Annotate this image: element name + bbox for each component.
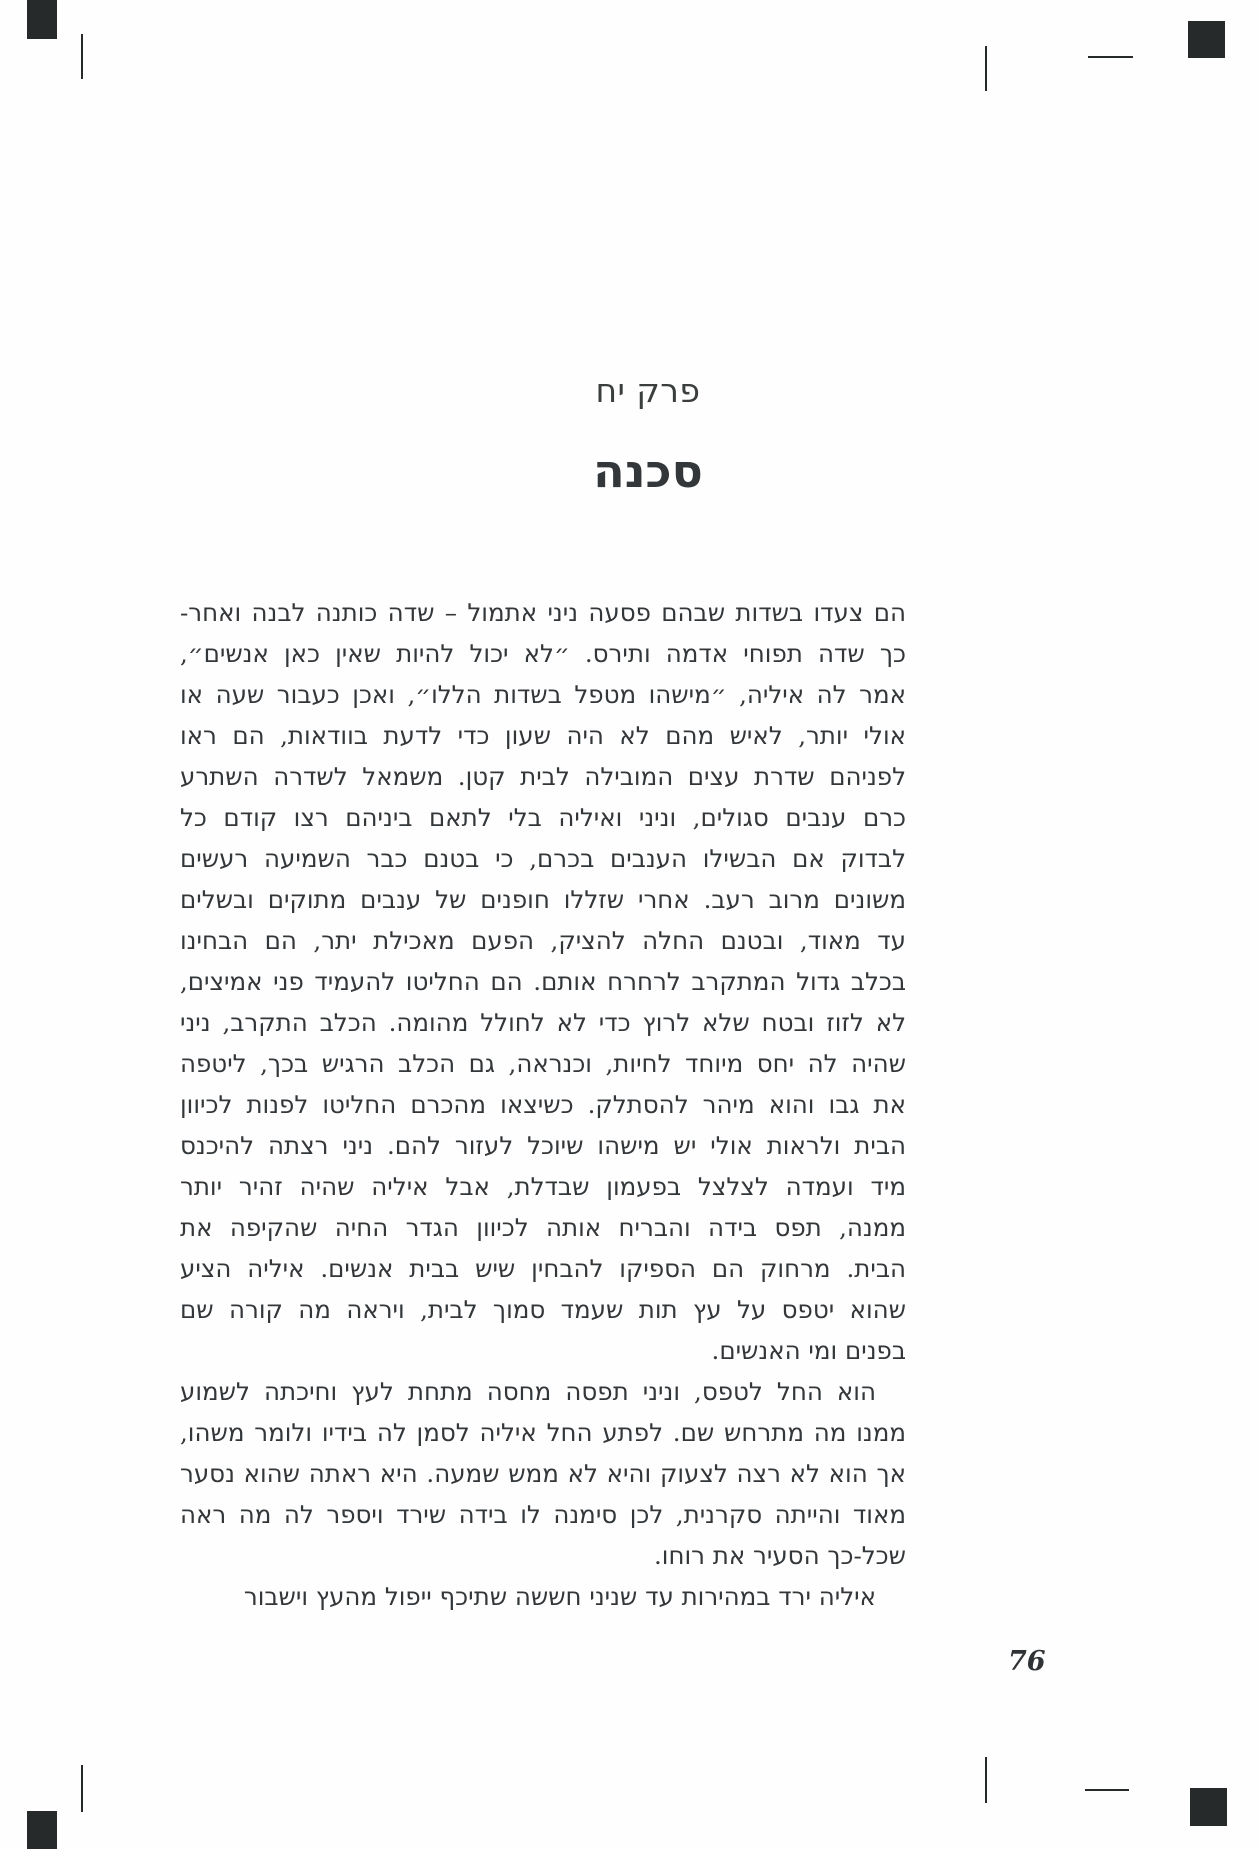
- text-line: לפניהם שדרת עצים המובילה לבית קטן. משמאל לשדרה השתרע: [180, 762, 906, 791]
- page-number: 76: [1008, 1646, 1046, 1677]
- text-line: הוא החל לטפס, וניני תפסה מחסה מתחת לעץ וחיכתה לשמוע: [180, 1377, 876, 1406]
- crop-mark-hline-top-right: [1088, 56, 1133, 58]
- text-line: הם צעדו בשדות שבהם פסעה ניני אתמול – שדה כותנה לבנה ואחר-: [180, 598, 906, 627]
- chapter-title: סכנה: [593, 444, 703, 498]
- crop-mark-square-top-left: [27, 0, 57, 39]
- text-line: לא לזוז ובטח שלא לרוץ כדי לא לחולל מהומה. הכלב התקרב, ניני: [180, 1008, 906, 1037]
- text-line: ממנה, תפס בידה והבריח אותה לכיוון הגדר החיה שהקיפה את: [180, 1213, 906, 1242]
- text-line: בכלב גדול המתקרב לרחרח אותם. הם החליטו להעמיד פני אמיצים,: [180, 967, 906, 996]
- crop-mark-vline-bottom-right: [985, 1757, 987, 1803]
- crop-mark-square-bottom-left: [27, 1811, 57, 1849]
- text-line: מאוד והייתה סקרנית, לכן סימנה לו בידה שירד ויספר לה מה ראה: [180, 1500, 906, 1529]
- text-line: בפנים ומי האנשים.: [711, 1336, 906, 1365]
- crop-mark-line-bottom-left: [81, 1765, 83, 1812]
- text-line: אולי יותר, לאיש מהם לא היה שעון כדי לדעת בוודאות, הם ראו: [180, 721, 906, 750]
- text-line: ממנו מה מתרחש שם. לפתע החל איליה לסמן לה בידיו ולומר משהו,: [180, 1418, 906, 1447]
- chapter-label: פרק יח: [595, 371, 701, 410]
- text-line: הבית ולראות אולי יש מישהו שיוכל לעזור להם. ניני רצתה להיכנס: [180, 1131, 906, 1160]
- text-line: אמר לה איליה, ״מישהו מטפל בשדות הללו״, ואכן כעבור שעה או: [180, 680, 906, 709]
- text-line: עד מאוד, ובטנם החלה להציק, הפעם מאכילת יתר, הם הבחינו: [180, 926, 906, 955]
- text-line: את גבו והוא מיהר להסתלק. כשיצאו מהכרם החליטו לפנות לכיוון: [180, 1090, 906, 1119]
- text-line: שכל-כך הסעיר את רוחו.: [654, 1541, 906, 1570]
- text-line: שהיה לה יחס מיוחד לחיות, וכנראה, גם הכלב הרגיש בכך, ליטפה: [180, 1049, 906, 1078]
- text-line: לבדוק אם הבשילו הענבים בכרם, כי בטנם כבר השמיעה רעשים: [180, 844, 906, 873]
- text-line: אך הוא לא רצה לצעוק והיא לא ממש שמעה. היא ראתה שהוא נסער: [180, 1459, 906, 1488]
- text-line: איליה ירד במהירות עד שניני חששה שתיכף ייפול מהעץ וישבור: [243, 1582, 876, 1611]
- text-line: משונים מרוב רעב. אחרי שזללו חופנים של ענבים מתוקים ובשלים: [180, 885, 906, 914]
- text-line: הבית. מרחוק הם הספיקו להבחין שיש בבית אנשים. איליה הציע: [180, 1254, 906, 1283]
- body-text: [180, 592, 906, 1617]
- text-line: מיד ועמדה לצלצל בפעמון שבדלת, אבל איליה שהיה זהיר יותר: [180, 1172, 906, 1201]
- text-line: כרם ענבים סגולים, וניני ואיליה בלי לתאם ביניהם רצו קודם כל: [180, 803, 906, 832]
- text-line: כך שדה תפוחי אדמה ותירס. ״לא יכול להיות שאין כאן אנשים״,: [180, 639, 906, 668]
- crop-mark-square-top-right: [1188, 21, 1225, 58]
- crop-mark-vline-top-right: [985, 46, 987, 91]
- crop-mark-square-bottom-right: [1190, 1788, 1227, 1826]
- crop-mark-line-top-left: [81, 34, 83, 79]
- crop-mark-hline-bottom-right: [1085, 1789, 1129, 1791]
- text-line: שהוא יטפס על עץ תות שעמד סמוך לבית, ויראה מה קורה שם: [180, 1295, 906, 1324]
